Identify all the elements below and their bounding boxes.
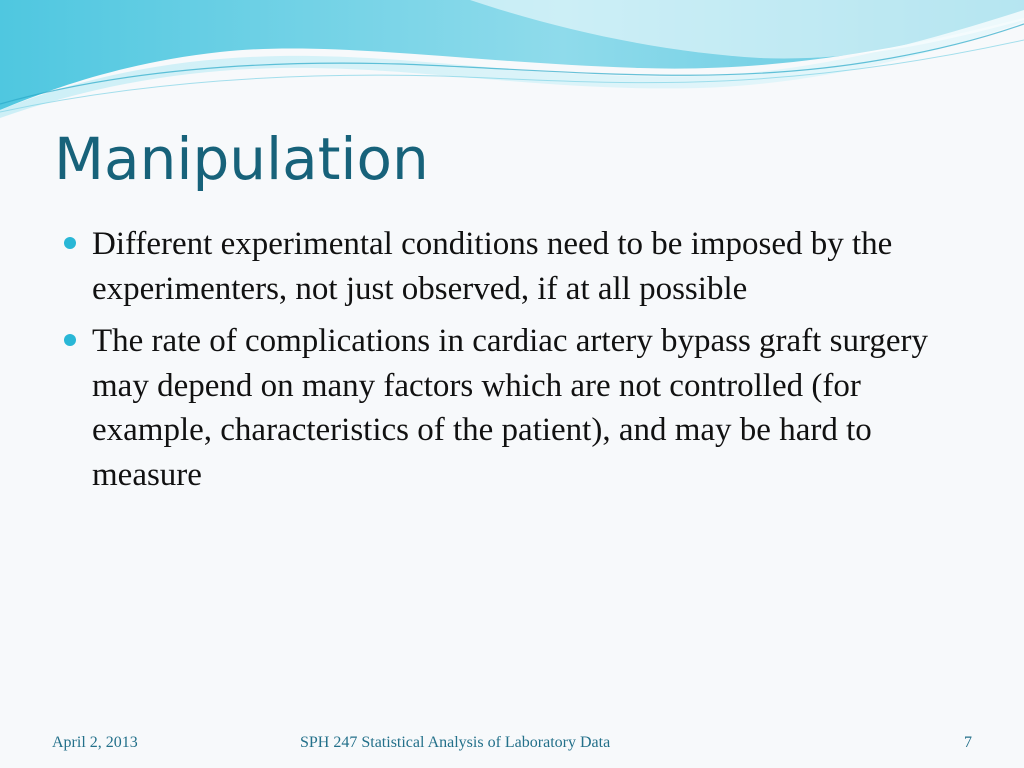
bullet-list bbox=[92, 222, 972, 505]
bullet-text: Different experimental conditions need to be imposed by the experimenters, not just observed, if at all possible bbox=[92, 226, 893, 307]
footer-date: April 2, 2013 bbox=[52, 734, 138, 751]
bullet-dot-icon bbox=[64, 334, 76, 346]
bullet-dot-icon bbox=[64, 237, 76, 249]
footer-page-number: 7 bbox=[964, 734, 972, 751]
bullet-item bbox=[92, 222, 972, 311]
bullet-text: The rate of complications in cardiac artery bypass graft surgery may depend on many factors which are not controlled (for example, characteristics of the patient), and may be hard to measure bbox=[92, 323, 928, 493]
header-wave-decoration bbox=[0, 0, 1024, 120]
slide-title: Manipulation bbox=[54, 125, 429, 193]
bullet-item bbox=[92, 319, 972, 497]
footer-course-title: SPH 247 Statistical Analysis of Laboratory Data bbox=[300, 734, 611, 751]
